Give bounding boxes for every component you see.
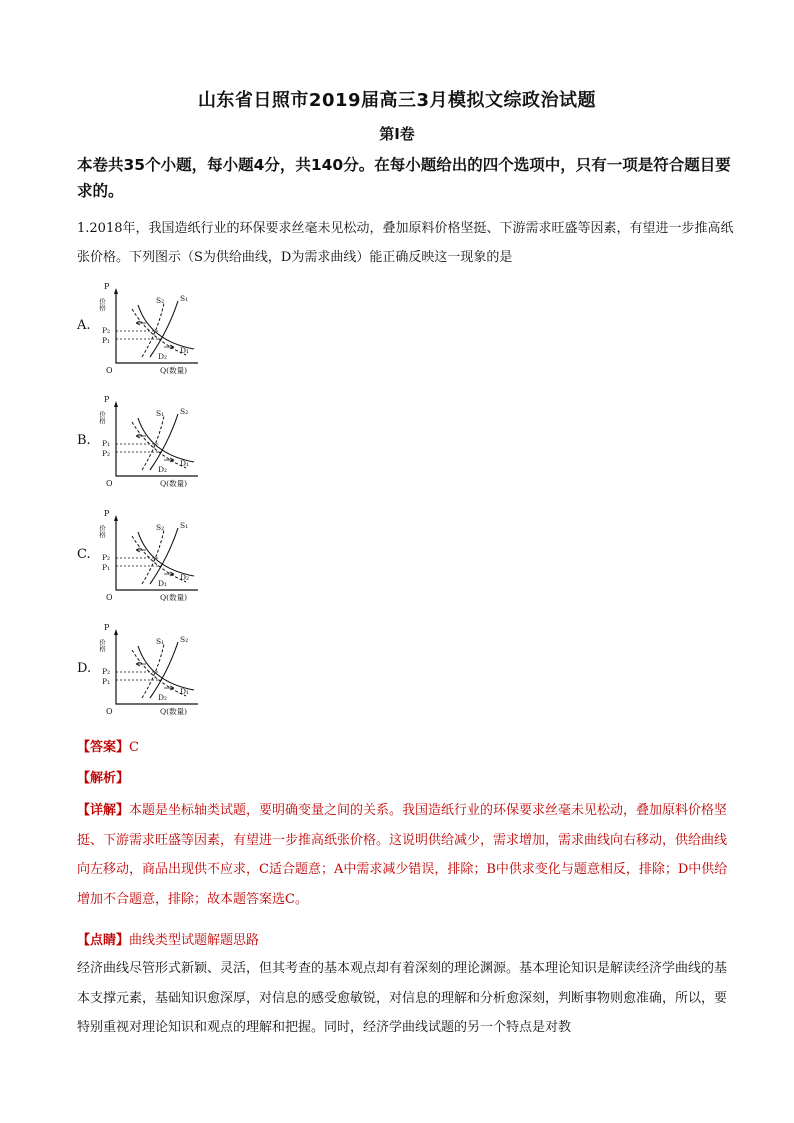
analysis-tag: 【解析】 — [77, 771, 130, 786]
price-label-lower: P₁ — [102, 336, 111, 345]
tip-heading — [77, 929, 737, 948]
supply-curve — [150, 528, 178, 584]
demand-curve — [138, 646, 194, 690]
y-axis-label: P — [104, 623, 110, 632]
price-label-lower: P₂ — [102, 449, 111, 458]
supply-label-2: S₁ — [180, 521, 189, 530]
demand-curve — [138, 305, 194, 349]
detail-paragraph — [77, 796, 737, 914]
x-axis-label: Q(数量) — [160, 593, 188, 602]
detail-tag: 【详解】 — [77, 803, 130, 818]
origin-label: O — [106, 707, 113, 716]
price-label-upper: P₂ — [102, 326, 111, 335]
supply-label-1: S₂ — [156, 523, 165, 532]
supply-demand-graph-a — [98, 283, 208, 375]
demand-curve — [138, 532, 194, 576]
price-label-lower: P₁ — [102, 563, 111, 572]
demand-label-1: D₁ — [158, 579, 168, 588]
price-label-upper: P₁ — [102, 439, 111, 448]
option-c-label[interactable]: C. — [77, 547, 91, 562]
demand-label-2: D₁ — [180, 687, 190, 696]
price-label-lower: P₁ — [102, 677, 111, 686]
section-instructions: 本卷共35个小题，每小题4分，共140分。在每小题给出的四个选项中，只有一项是符合题目要求的。 — [77, 156, 731, 200]
origin-label: O — [106, 479, 113, 488]
price-label-upper: P₂ — [102, 667, 111, 676]
tip-paragraph: 经济曲线尽管形式新颖、灵活，但其考查的基本观点却有着深刻的理论渊源。基本理论知识是解读经济学曲线的基本支撑元素，基础知识愈深厚，对信息的感受愈敏锐，对信息的理解和分析愈深刻，判断事物则愈准确，所以，要特别重视对理论知识和观点的理解和把握。同时，经济学曲线试题的另一个特点是对教 — [77, 961, 728, 1035]
supply-demand-graph-d — [98, 624, 208, 716]
y-axis-sublabel: 价格 — [98, 411, 106, 424]
option-a-label[interactable]: A. — [77, 318, 91, 333]
demand-curve-shifted — [132, 650, 186, 696]
price-label-upper: P₂ — [102, 553, 111, 562]
demand-label-2: D₂ — [180, 573, 190, 582]
answer-line — [77, 736, 737, 755]
y-arrow-icon — [114, 288, 118, 294]
option-d-graph[interactable] — [98, 624, 208, 716]
option-b-graph[interactable] — [98, 396, 208, 488]
demand-curve — [138, 418, 194, 462]
supply-label-1: S₁ — [156, 409, 165, 418]
question-stem: 1.2018年，我国造纸行业的环保要求丝毫未见松动，叠加原料价格坚挺、下游需求旺盛等因素，有望进一步推高纸张价格。下列图示（S为供给曲线，D为需求曲线）能正确反映这一现象的是 — [77, 221, 734, 265]
y-arrow-icon — [114, 401, 118, 407]
demand-label-1: D₂ — [158, 465, 168, 474]
demand-curve-shifted — [132, 422, 186, 468]
supply-label-1: S₁ — [156, 637, 165, 646]
volume-heading: 第Ⅰ卷 — [379, 125, 415, 143]
demand-label-2: D₁ — [180, 346, 190, 355]
x-axis-label: Q(数量) — [160, 707, 188, 716]
x-axis-label: Q(数量) — [160, 479, 188, 488]
y-axis-sublabel: 价格 — [98, 298, 106, 311]
demand-label-1: D₂ — [158, 352, 168, 361]
x-axis-label: Q(数量) — [160, 366, 188, 375]
demand-curve-shifted — [132, 536, 186, 582]
origin-label: O — [106, 366, 113, 375]
y-axis-label: P — [104, 282, 110, 291]
option-c-graph[interactable] — [98, 510, 208, 602]
tip-tag: 【点睛】 — [77, 933, 130, 948]
supply-label-2: S₂ — [180, 635, 189, 644]
supply-curve — [150, 414, 178, 470]
answer-value: C — [129, 740, 139, 755]
option-d-label[interactable]: D. — [77, 661, 92, 676]
supply-label-2: S₂ — [180, 407, 189, 416]
option-b-label[interactable]: B. — [77, 433, 91, 448]
supply-demand-graph-c — [98, 510, 208, 602]
supply-demand-graph-b — [98, 396, 208, 488]
y-axis-sublabel: 价格 — [98, 639, 106, 652]
tip-title: 曲线类型试题解题思路 — [129, 933, 260, 948]
supply-label-2: S₁ — [180, 294, 189, 303]
page-title: 山东省日照市2019届高三3月模拟文综政治试题 — [197, 90, 597, 111]
option-a-graph[interactable] — [98, 283, 208, 375]
supply-label-1: S₂ — [156, 296, 165, 305]
y-axis-label: P — [104, 395, 110, 404]
demand-label-1: D₂ — [158, 693, 168, 702]
supply-curve — [150, 301, 178, 357]
detail-text: 本题是坐标轴类试题，要明确变量之间的关系。我国造纸行业的环保要求丝毫未见松动，叠加原料价格坚挺、下游需求旺盛等因素，有望进一步推高纸张价格。这说明供给减少，需求增加，需求曲线向右移动，供给曲线向左移动，商品出现供不应求，C适合题意；A中需求减少错误，排除；B中供求变化与题意相反，排除；D中供给增加不合题意，排除；故本题答案选C。 — [77, 803, 728, 907]
y-arrow-icon — [114, 629, 118, 635]
y-arrow-icon — [114, 515, 118, 521]
demand-curve-shifted — [132, 309, 186, 355]
demand-label-2: D₁ — [180, 459, 190, 468]
y-axis-label: P — [104, 509, 110, 518]
origin-label: O — [106, 593, 113, 602]
answer-tag: 【答案】 — [77, 740, 130, 755]
supply-curve — [150, 642, 178, 698]
y-axis-sublabel: 价格 — [98, 525, 106, 538]
